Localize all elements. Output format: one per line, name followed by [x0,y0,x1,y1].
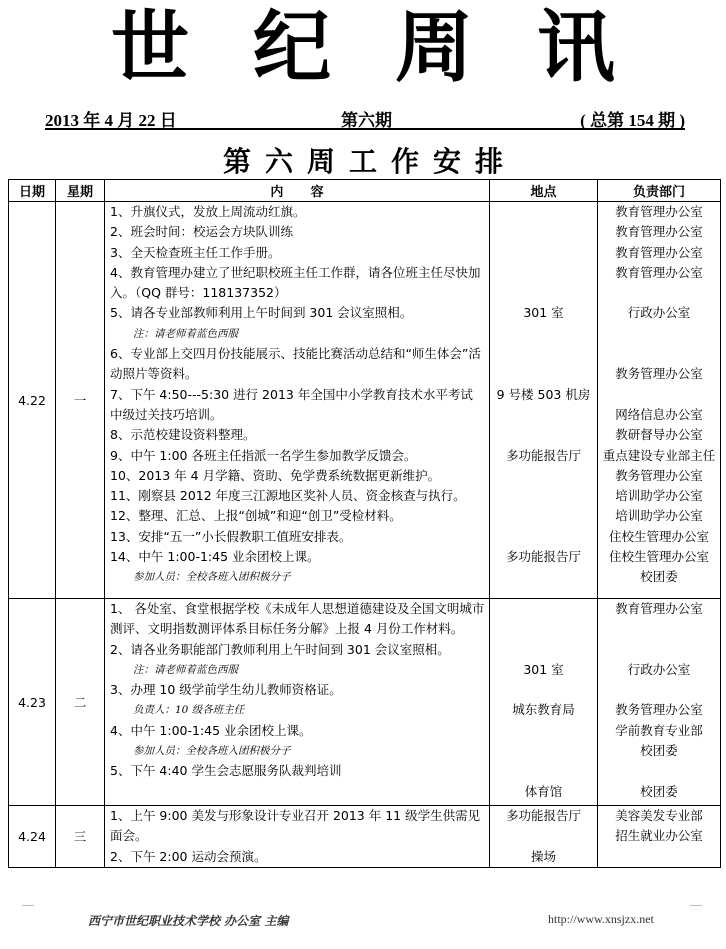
table-header-row [9,180,721,202]
location-line [490,344,597,364]
department-line: 美容美发专业部 [615,808,703,823]
location-line [490,741,597,761]
header-content: 内 容 [105,180,490,202]
footer-url[interactable]: http://www.xnsjzx.net [548,912,654,926]
location-line [490,202,597,222]
schedule-item: 1、 各处室、食堂根据学校《未成年人思想道德建设及全国文明城市测评、文明指数测评体系目标任务分解》上报 4 月份工作材料。 [110,601,485,637]
location-line: 301 室 [523,305,564,321]
schedule-item: 3、全天检查班主任工作手册。 [110,244,281,260]
location-line [490,527,597,547]
schedule-item: 9、中午 1:00 各班主任指派一名学生参加教学反馈会。 [110,447,417,463]
day-locations [490,202,598,599]
department-line: 教务管理办公室 [615,366,703,382]
schedule-item: 11、刚察县 2012 年度三江源地区奖补人员、资金核查与执行。 [110,488,466,504]
footer-school-name: 西宁市世纪职业技术学校 办公室 主编 [88,914,289,928]
schedule-item: 12、整理、汇总、上报“创城”和迎“创卫”受检材料。 [110,508,402,524]
location-line [490,324,597,344]
header-date: 日期 [9,180,56,202]
day-locations [490,599,598,806]
day-content [105,202,490,599]
total-issue-number: ( 总第 154 期 ) [580,111,685,130]
department-line: 教育管理办公室 [615,264,703,280]
location-line [490,425,597,445]
department-line: 招生就业办公室 [615,828,703,844]
schedule-item: 1、上午 9:00 美发与形象设计专业召开 2013 年 11 级学生供需见面会。 [110,808,481,844]
issue-info-line [45,106,685,130]
schedule-item-note: 负责人：10 级各班主任 [133,704,245,717]
schedule-item: 13、安排“五一”小长假教职工值班安排表。 [110,528,352,544]
department-line [598,283,720,303]
department-line: 教务管理办公室 [615,702,703,718]
schedule-item: 4、教育管理办建立了世纪职校班主任工作群，请各位班主任尽快加入。（QQ 群号：118137352） [110,264,481,301]
day-date: 4.22 [9,202,56,599]
day-row [9,202,721,599]
location-line [490,486,597,506]
department-line: 学前教育专业部 [615,722,703,738]
schedule-item: 3、办理 10 级学前学生幼儿教师资格证。 [110,682,342,698]
location-line [490,405,597,425]
department-line: 校团委 [640,743,678,759]
header-weekday: 星期 [56,180,105,202]
schedule-item-note: 注：请老师着蓝色西服 [133,327,238,340]
location-line [490,506,597,526]
location-line [490,721,597,741]
day-date: 4.23 [9,599,56,806]
location-line [490,599,597,619]
location-line [490,567,597,587]
schedule-item: 1、升旗仪式，发放上周流动红旗。 [110,204,306,219]
department-line: 校团委 [640,569,678,585]
department-line: 培训助学办公室 [615,508,703,524]
department-line: 培训助学办公室 [615,488,703,504]
department-line [598,344,720,364]
page-footer [0,912,726,942]
department-line: 行政办公室 [627,661,691,677]
schedule-item-note: 参加人员：全校各班入团积极分子 [133,571,291,584]
header-location: 地点 [490,180,598,202]
day-departments [598,806,721,868]
department-line: 教育管理办公室 [615,224,703,240]
department-line: 校团委 [640,783,678,799]
location-line: 城东教育局 [512,702,575,718]
schedule-item: 2、班会时间：校运会方块队训练 [110,224,293,240]
department-line: 教育管理办公室 [615,601,703,616]
schedule-item: 5、下午 4:40 学生会志愿服务队裁判培训 [110,763,342,779]
masthead-title: 世纪周讯 [110,2,679,93]
header-rule [45,128,685,130]
location-line [490,619,597,639]
department-line: 教育管理办公室 [615,244,703,260]
header-dept: 负责部门 [598,180,721,202]
day-locations [490,806,598,868]
day-content [105,599,490,806]
day-departments [598,202,721,599]
schedule-item: 2、下午 2:00 运动会预演。 [110,848,267,864]
department-line: 重点建设专业部主任 [602,447,716,463]
location-line [490,826,597,846]
location-line: 操场 [530,848,556,864]
week-schedule-title: 第六周工作安排 [222,145,517,178]
department-line [598,385,720,405]
issue-number: 第六期 [341,111,392,130]
location-line [490,680,597,700]
schedule-item: 6、专业部上交四月份技能展示、技能比赛活动总结和“师生体会”活动照片等资料。 [110,346,481,382]
schedule-item-note: 参加人员：全校各班入团积极分子 [133,745,291,758]
location-line [490,283,597,303]
location-line [490,761,597,781]
location-line: 多功能报告厅 [505,808,581,823]
location-line [490,364,597,384]
location-line: 多功能报告厅 [505,447,581,463]
location-line [490,263,597,283]
schedule-item: 5、请各专业部教师利用上午时间到 301 会议室照相。 [110,305,413,321]
day-row [9,599,721,806]
day-content [105,806,490,868]
location-line: 301 室 [523,661,564,677]
schedule-item: 7、下午 4:50---5:30 进行 2013 年全国中小学教育技术水平考试中级过关技巧培训。 [110,386,473,422]
department-line: 住校生管理办公室 [608,528,709,544]
schedule-item: 10、2013 年 4 月学籍、资助、免学费系统数据更新维护。 [110,467,441,483]
day-date: 4.24 [9,806,56,868]
schedule-item: 2、请各业务职能部门教师利用上午时间到 301 会议室照相。 [110,641,450,657]
department-line: 教育管理办公室 [615,204,703,219]
department-line [598,324,720,344]
schedule-item: 14、中午 1:00-1:45 业余团校上课。 [110,549,320,565]
day-row [9,806,721,868]
day-weekday: 三 [56,806,105,868]
location-line [490,222,597,242]
schedule-body [9,202,721,868]
department-line [598,847,720,867]
location-line [490,640,597,660]
day-weekday: 一 [56,202,105,599]
day-weekday: 二 [56,599,105,806]
department-line: 教研督导办公室 [615,427,703,443]
department-line [598,619,720,639]
location-line [490,466,597,486]
location-line: 9 号楼 503 机房 [496,386,591,402]
department-line: 网络信息办公室 [615,406,703,422]
department-line [598,761,720,781]
issue-date: 2013 年 4 月 22 日 [45,111,177,130]
schedule-item: 8、示范校建设资料整理。 [110,427,256,443]
day-departments [598,599,721,806]
department-line: 行政办公室 [627,305,691,321]
location-line [490,243,597,263]
department-line: 住校生管理办公室 [608,549,709,565]
location-line: 多功能报告厅 [505,549,581,565]
schedule-table [8,179,721,868]
schedule-item-note: 注：请老师着蓝色西服 [133,663,238,676]
schedule-item: 4、中午 1:00-1:45 业余团校上课。 [110,722,312,738]
location-line: 体育馆 [524,783,563,799]
department-line [598,680,720,700]
department-line [598,640,720,660]
department-line: 教务管理办公室 [615,467,703,483]
